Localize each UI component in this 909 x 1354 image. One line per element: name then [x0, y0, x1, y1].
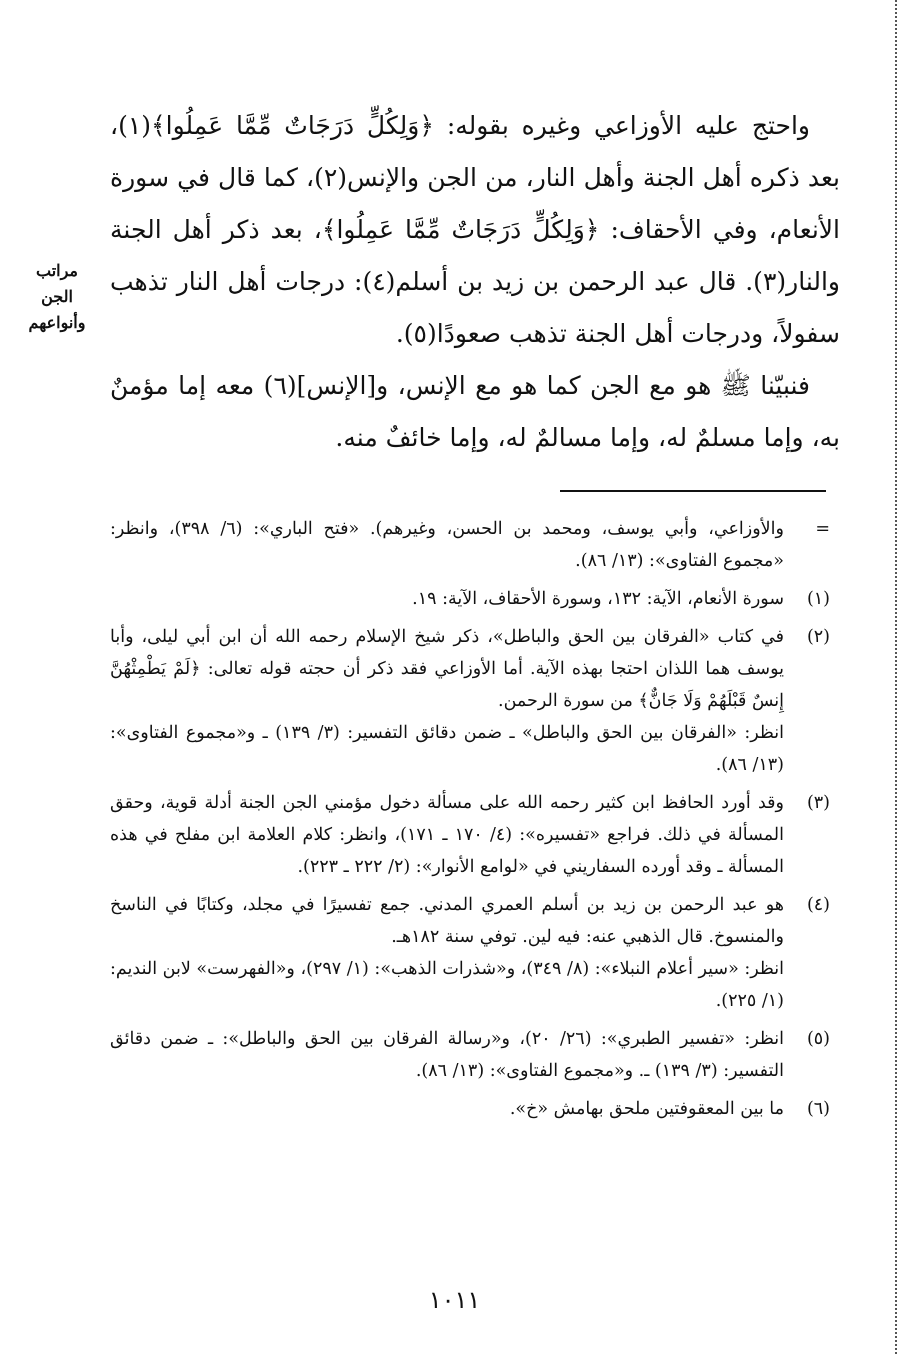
footnote-text: في كتاب «الفرقان بين الحق والباطل»، ذكر شيخ الإسلام رحمه الله أن ابن أبي ليلى، وأبا يوسف هما اللذان احتجا بهذه الآية. أما الأوزاعي فقد ذكر أن حجته قوله تعالى: ﴿لَمْ يَطْمِثْهُنَّ إِنسٌ قَبْلَهُمْ وَلَا جَانٌّ﴾ من سورة الرحمن.	[110, 627, 784, 711]
footnote-divider	[560, 490, 826, 492]
footnote-number: (٣)	[806, 793, 830, 813]
footnote-text: هو عبد الرحمن بن زيد بن أسلم العمري المدني. جمع تفسيرًا في مجلد، وكتابًا في الناسخ والمنسوخ. قال الذهبي عنه: فيه لين. توفي سنة ١٨٢هـ.	[110, 895, 784, 947]
main-paragraph: واحتج عليه الأوزاعي وغيره بقوله: ﴿وَلِكُلٍّ دَرَجَاتٌ مِّمَّا عَمِلُوا﴾(١)، بعد ذكره أهل الجنة وأهل النار، من الجن والإنس(٢)، كما قال في سورة الأنعام، وفي الأحقاف: ﴿وَلِكُلٍّ دَرَجَاتٌ مِّمَّا عَمِلُوا﴾، بعد ذكر أهل الجنة والنار(٣). قال عبد الرحمن بن زيد بن أسلم(٤): درجات أهل النار تذهب سفولاً، ودرجات أهل الجنة تذهب صعودًا(٥).	[110, 111, 840, 348]
footnote-text: سورة الأنعام، الآية: ١٣٢، وسورة الأحقاف، الآية: ١٩.	[412, 589, 784, 609]
footnote	[110, 1093, 830, 1125]
footnote-text: انظر: «الفرقان بين الحق والباطل» ـ ضمن دقائق التفسير: (٣/ ١٣٩) ـ و«مجموع الفتاوى»: (١٣/ ٨٦).	[110, 723, 784, 775]
footnote-text: انظر: «سير أعلام النبلاء»: (٨/ ٣٤٩)، و«شذرات الذهب»: (١/ ٢٩٧)، و«الفهرست» لابن النديم: (١/ ٢٢٥).	[110, 959, 785, 1011]
main-text	[110, 100, 840, 464]
footnote	[110, 889, 830, 1017]
footnote	[110, 787, 830, 883]
footnote	[110, 583, 830, 615]
page-number: ١٠١١	[428, 1286, 481, 1314]
footnote-text: والأوزاعي، وأبي يوسف، ومحمد بن الحسن، وغيرهم). «فتح الباري»: (٦/ ٣٩٨)، وانظر: «مجموع الفتاوى»: (١٣/ ٨٦).	[110, 519, 784, 571]
footnote-number: (٢)	[806, 627, 830, 647]
page-edge-dotted-line	[895, 0, 897, 1354]
footnote-number: (٥)	[806, 1029, 830, 1049]
footnote-number: =	[815, 519, 830, 539]
footnote-text: ما بين المعقوفتين ملحق بهامش «خ».	[509, 1099, 784, 1119]
footnotes	[110, 513, 830, 1131]
margin-note: مراتب الجن وأنواعهم	[28, 261, 86, 332]
footnote-number: (٦)	[806, 1099, 830, 1119]
footnote-text: انظر: «تفسير الطبري»: (٢٦/ ٢٠)، و«رسالة الفرقان بين الحق والباطل»: ـ ضمن دقائق التفسير: (٣/ ١٣٩) ـ. و«مجموع الفتاوى»: (١٣/ ٨٦).	[110, 1029, 785, 1081]
footnote	[110, 1023, 830, 1087]
footnote-number: (٤)	[806, 895, 830, 915]
main-paragraph: فنبيّنا ﷺ هو مع الجن كما هو مع الإنس، و[الإنس](٦) معه إما مؤمنٌ به، وإما مسلمٌ له، وإما مسالمٌ له، وإما خائفٌ منه.	[110, 371, 840, 452]
footnote	[110, 513, 830, 577]
footnote-text: وقد أورد الحافظ ابن كثير رحمه الله على مسألة دخول مؤمني الجن الجنة أدلة قوية، وحقق المسألة في ذلك. فراجع «تفسيره»: (٤/ ١٧٠ ـ ١٧١)، وانظر: كلام العلامة ابن مفلح في هذه المسألة ـ وقد أورده السفاريني في «لوامع الأنوار»: (٢/ ٢٢٢ ـ ٢٢٣).	[110, 793, 785, 877]
footnote	[110, 621, 830, 781]
footnote-number: (١)	[806, 589, 830, 609]
